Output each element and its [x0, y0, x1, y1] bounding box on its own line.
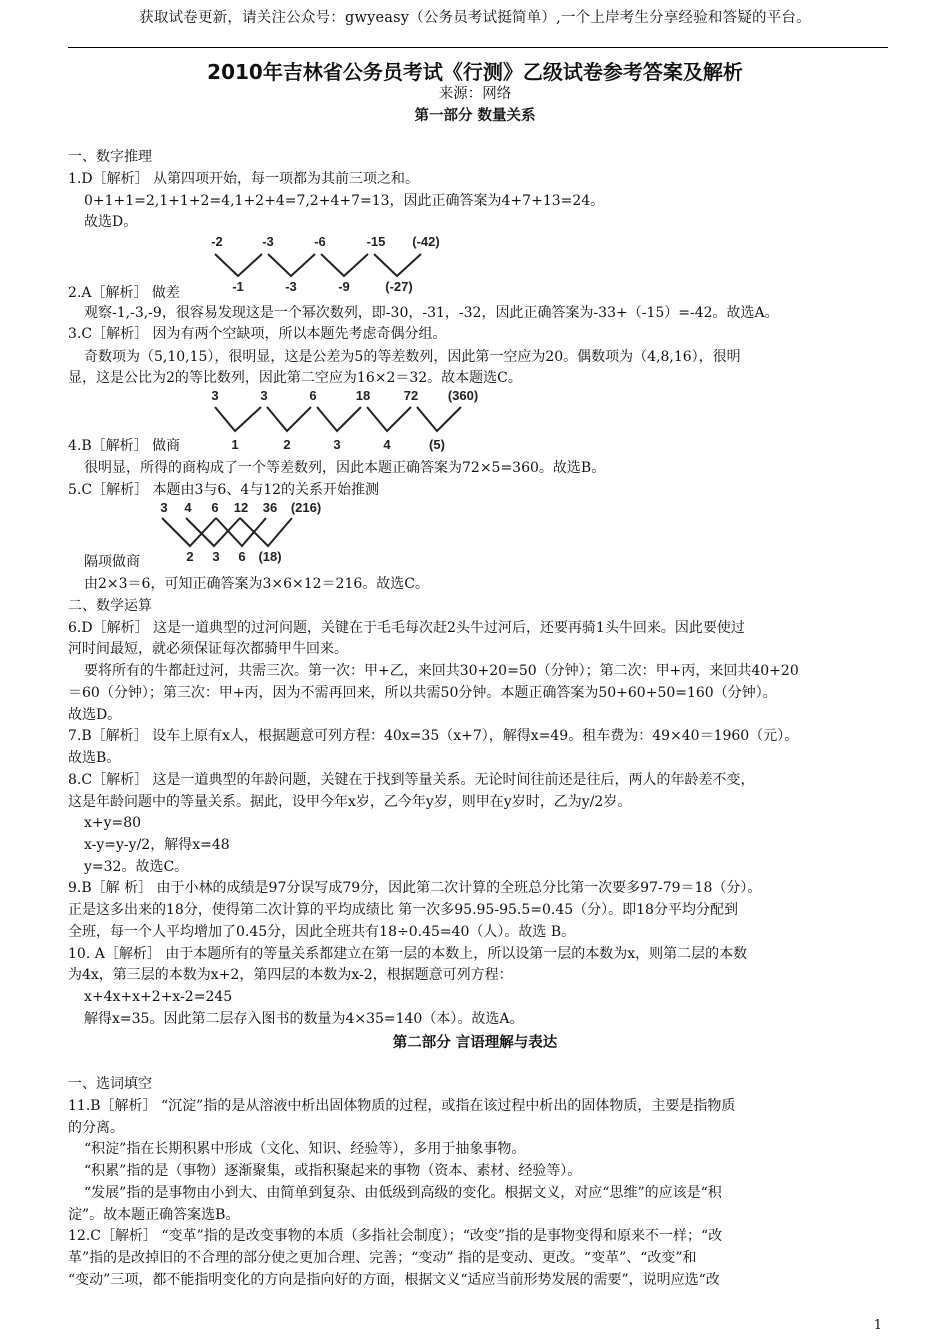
q4-quotient-diagram — [205, 387, 505, 453]
answer-line: 奇数项为（5,10,15），很明显，这是公差为5的等差数列，因此第一空应为20。偶数项为（4,8,16），很明 — [84, 349, 741, 365]
diff-term: -3 — [285, 279, 297, 294]
answer-line: 这是年龄问题中的等量关系。据此，设甲今年x岁，乙今年y岁，则甲在y岁时，乙为y/2岁。 — [68, 794, 632, 810]
answer-line: 解得x=35。因此第二层存入图书的数量为4×35=140（本）。故选A。 — [84, 1011, 524, 1027]
answer-line: 由2×3＝6，可知正确答案为3×6×12＝216。故选C。 — [84, 576, 429, 592]
answer-line: 观察-1,-3,-9，很容易发现这是一个幂次数列，即-30，-31，-32，因此正确答案为-33+（-15）=-42。故选A。 — [84, 305, 779, 321]
seq-term: (360) — [447, 388, 479, 403]
answer-line: 10. A［解析］ 由于本题所有的等量关系都建立在第一层的本数上，所以设第一层的本数为x，则第二层的本数 — [68, 946, 748, 962]
connector — [321, 254, 368, 276]
answer-line: 12.C［解析］ “变革”指的是改变事物的本质（多指社会制度）；“改变”指的是事物变得和原来不一样；“改 — [68, 1228, 723, 1244]
answer-line: “积淀”指在长期积累中形成（文化、知识、经验等），多用于抽象事物。 — [84, 1141, 526, 1157]
part2-title: 第二部分 言语理解与表达 — [392, 1035, 558, 1051]
answer-line: 的分离。 — [68, 1120, 124, 1136]
answer-line: 隔项做商 — [84, 554, 140, 570]
answer-line: 为4x，第三层的本数为x+2，第四层的本数为x-2，根据题意可列方程： — [68, 967, 513, 983]
answer-line: 6.D［解析］ 这是一道典型的过河问题，关键在于毛毛每次赶2头牛过河后，还要再骑1头牛回来。因此要使过 — [68, 620, 745, 636]
seq-term: 3 — [160, 500, 168, 515]
section-heading: 一、选词填空 — [68, 1076, 152, 1092]
answer-line: 全班，每一个人平均增加了0.45分，因此全班共有18÷0.45=40（人）。故选 B。 — [68, 924, 576, 940]
answer-line: 7.B［解析］ 设车上原有x人，根据题意可列方程：40x=35（x+7），解得x=49。租车费为：49×40＝1960（元）。 — [68, 728, 799, 744]
answer-line: 故选D。 — [84, 214, 138, 230]
header-rule — [68, 47, 888, 48]
diff-term: (-27) — [385, 279, 413, 294]
connector — [374, 254, 421, 276]
answer-line: 很明显，所得的商构成了一个等差数列，因此本题正确答案为72×5=360。故选B。 — [84, 460, 606, 476]
quotient-term: 2 — [283, 437, 291, 452]
diff-term: -9 — [338, 279, 350, 294]
answer-line: “变动”三项，都不能指明变化的方向是指向好的方面，根据文义“适应当前形势发展的需要”，说明应选“改 — [68, 1272, 720, 1288]
seq-term: -15 — [366, 234, 386, 249]
answer-line: 淀”。故本题正确答案选B。 — [68, 1207, 240, 1223]
quotient-term: 3 — [212, 549, 220, 564]
seq-term: 18 — [355, 388, 371, 403]
seq-term: -6 — [314, 234, 326, 249]
answer-line: 3.C［解析］ 因为有两个空缺项，所以本题先考虑奇偶分组。 — [68, 326, 447, 342]
answer-line: x+y=80 — [84, 815, 142, 831]
answer-line: 4.B［解析］ 做商 — [68, 438, 181, 454]
answer-line: “发展”指的是事物由小到大、由简单到复杂、由低级到高级的变化。根据文义，对应“思维”的应该是“积 — [84, 1185, 722, 1201]
quotient-term: 4 — [383, 437, 391, 452]
connector — [215, 407, 261, 431]
seq-term: 6 — [211, 500, 219, 515]
connector — [240, 518, 292, 546]
seq-term: -3 — [262, 234, 274, 249]
q5-alternate-quotient-diagram — [152, 498, 342, 566]
seq-term: (216) — [290, 500, 322, 515]
seq-term: -2 — [211, 234, 223, 249]
connector — [267, 407, 311, 431]
seq-term: 3 — [260, 388, 268, 403]
answer-line: 故选B。 — [68, 750, 121, 766]
answer-line: x+4x+x+2+x-2=245 — [84, 989, 233, 1005]
header-note: 获取试卷更新，请关注公众号：gwyeasy（公务员考试挺简单）,一个上岸考生分享经验和答疑的平台。 — [139, 10, 811, 26]
section-heading: 一、数字推理 — [68, 149, 152, 165]
page-number: 1 — [873, 1318, 882, 1333]
seq-term: 6 — [309, 388, 317, 403]
q2-difference-diagram — [200, 232, 460, 294]
seq-term: 3 — [211, 388, 219, 403]
answer-line: 0+1+1=2,1+1+2=4,1+2+4=7,2+4+7=13，因此正确答案为4+7+13=24。 — [84, 193, 605, 209]
answer-line: ＝60（分钟）；第三次：甲+丙，因为不需再回来，所以共需50分钟。本题正确答案为50+60+50=160（分钟）。 — [68, 685, 777, 701]
answer-line: 8.C［解析］ 这是一道典型的年龄问题，关键在于找到等量关系。无论时间往前还是往后，两人的年龄差不变， — [68, 772, 755, 788]
connector — [216, 518, 266, 546]
answer-line: 河时间最短，就必须保证每次都骑甲牛回来。 — [68, 641, 348, 657]
connector — [317, 407, 361, 431]
document-title: 2010年吉林省公务员考试《行测》乙级试卷参考答案及解析 — [207, 60, 743, 84]
answer-line: 9.B［解 析］ 由于小林的成绩是97分误写成79分，因此第二次计算的全班总分比第一次要多97-79＝18（分）。 — [68, 880, 762, 896]
answer-line: 2.A［解析］ 做差 — [68, 285, 180, 301]
quotient-term: 2 — [186, 549, 194, 564]
answer-line: 要将所有的牛都赶过河，共需三次。第一次：甲+乙，来回共30+20=50（分钟）；第二次：甲+丙，来回共40+20 — [84, 663, 799, 679]
section-heading: 二、数学运算 — [68, 598, 152, 614]
seq-term: (-42) — [412, 234, 440, 249]
answer-line: 正是这多出来的18分，使得第二次计算的平均成绩比 第一次多95.95-95.5=0.45（分）。即18分平均分配到 — [68, 902, 738, 918]
answer-line: 11.B［解析］ “沉淀”指的是从溶液中析出固体物质的过程，或指在该过程中析出的固体物质，主要是指物质 — [68, 1098, 736, 1114]
connector — [268, 254, 315, 276]
seq-term: 72 — [403, 388, 419, 403]
connector — [215, 254, 262, 276]
quotient-term: (5) — [429, 437, 445, 452]
connector — [417, 407, 461, 431]
quotient-term: 6 — [238, 549, 246, 564]
connector — [367, 407, 411, 431]
quotient-term: 1 — [231, 437, 239, 452]
part1-title: 第一部分 数量关系 — [414, 108, 536, 124]
source-line: 来源：网络 — [438, 86, 512, 102]
diff-term: -1 — [232, 279, 244, 294]
answer-line: 革”指的是改掉旧的不合理的部分使之更加合理、完善；“变动” 指的是变动、更改。“变革”、“改变”和 — [68, 1250, 697, 1266]
answer-line: 1.D［解析］ 从第四项开始，每一项都为其前三项之和。 — [68, 171, 420, 187]
seq-term: 4 — [184, 500, 192, 515]
answer-line: 故选D。 — [68, 707, 122, 723]
seq-term: 12 — [233, 500, 249, 515]
quotient-term: 3 — [333, 437, 341, 452]
answer-line: 5.C［解析］ 本题由3与6、4与12的关系开始推测 — [68, 482, 380, 498]
answer-line: “积累”指的是（事物）逐渐聚集，或指积聚起来的事物（资本、素材、经验等）。 — [84, 1163, 582, 1179]
answer-line: x-y=y-y/2，解得x=48 — [84, 837, 230, 853]
seq-term: 36 — [262, 500, 278, 515]
quotient-term: (18) — [258, 549, 282, 564]
answer-line: y=32。故选C。 — [84, 859, 189, 875]
answer-line: 显，这是公比为2的等比数列，因此第二空应为16×2＝32。故本题选C。 — [68, 370, 522, 386]
